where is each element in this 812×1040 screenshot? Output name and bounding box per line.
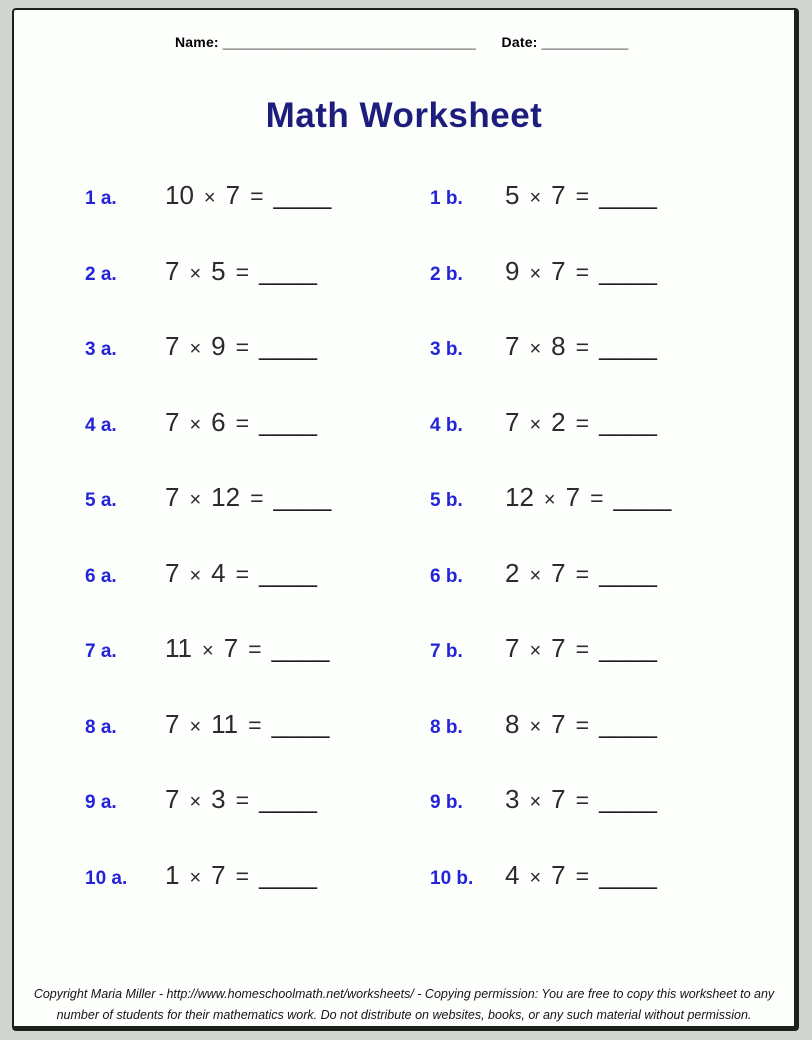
times-sign: × <box>529 791 542 813</box>
equals-sign: = <box>575 560 590 587</box>
problem-expression <box>165 331 430 364</box>
equals-sign: = <box>575 183 590 209</box>
name-line: ___________________________________ <box>222 35 476 50</box>
problem-row <box>14 860 794 936</box>
equals-sign: = <box>575 334 590 360</box>
equals-sign: = <box>248 636 262 662</box>
problem-label: 3 a. <box>85 339 117 360</box>
problem-expression <box>505 331 657 364</box>
factor1: 7 <box>165 331 180 361</box>
factor1: 2 <box>505 557 520 588</box>
problem-row <box>14 256 794 332</box>
problem-expression <box>165 709 430 742</box>
times-sign: × <box>189 489 202 511</box>
times-sign: × <box>189 791 202 813</box>
problem-label: 6 a. <box>85 565 117 587</box>
answer-blank: ____ <box>273 180 332 210</box>
problem-row <box>14 482 794 558</box>
answer-blank: ____ <box>259 255 317 286</box>
factor2: 7 <box>223 633 239 663</box>
date-line: ____________ <box>541 35 629 50</box>
answer-blank: ____ <box>273 482 332 512</box>
factor1: 3 <box>505 784 520 814</box>
equals-sign: = <box>575 409 590 436</box>
factor2: 7 <box>211 859 226 890</box>
answer-blank: ____ <box>599 557 657 588</box>
problem-label: 2 b. <box>430 263 463 285</box>
equals-sign: = <box>235 787 250 813</box>
problem-label: 8 a. <box>85 716 117 738</box>
factor1: 10 <box>165 180 194 210</box>
problem-expression <box>165 180 430 213</box>
problem-expression <box>505 482 671 515</box>
times-sign: × <box>189 866 202 889</box>
equals-sign: = <box>248 711 262 738</box>
factor2: 7 <box>551 557 566 588</box>
equals-sign: = <box>575 711 590 738</box>
problem-expression <box>165 407 430 440</box>
problem-expression <box>505 709 657 742</box>
times-sign: × <box>189 338 202 360</box>
answer-blank: ____ <box>599 255 657 286</box>
answer-blank: ____ <box>599 633 657 663</box>
equals-sign: = <box>575 787 590 813</box>
problem-label: 1 a. <box>85 188 117 209</box>
factor1: 8 <box>505 708 520 739</box>
problem-row <box>14 407 794 483</box>
equals-sign: = <box>235 560 250 587</box>
times-sign: × <box>529 262 542 285</box>
page-title: Math Worksheet <box>265 96 543 135</box>
problem-label: 10 b. <box>430 867 474 889</box>
answer-blank: ____ <box>599 708 657 739</box>
equals-sign: = <box>250 485 264 511</box>
answer-blank: ____ <box>271 708 330 739</box>
problem-expression <box>505 784 657 817</box>
problem-row <box>14 331 794 407</box>
problem-expression <box>165 558 430 591</box>
factor2: 7 <box>551 784 566 814</box>
answer-blank: ____ <box>599 859 657 890</box>
factor1: 7 <box>505 406 520 437</box>
factor1: 7 <box>165 784 180 814</box>
factor2: 12 <box>211 482 241 512</box>
answer-blank: ____ <box>599 784 657 814</box>
problem-row <box>14 784 794 860</box>
answer-blank: ____ <box>599 180 657 210</box>
problem-list <box>14 180 794 935</box>
times-sign: × <box>529 413 542 436</box>
answer-blank: ____ <box>599 406 657 437</box>
times-sign: × <box>543 489 556 511</box>
equals-sign: = <box>575 862 590 889</box>
answer-blank: ____ <box>259 406 317 437</box>
times-sign: × <box>529 338 542 360</box>
problem-row <box>14 709 794 785</box>
answer-blank: ____ <box>259 859 317 890</box>
problem-label: 8 b. <box>430 716 463 738</box>
answer-blank: ____ <box>259 557 317 588</box>
problem-row <box>14 558 794 634</box>
equals-sign: = <box>575 636 590 662</box>
problem-label: 5 b. <box>430 490 463 511</box>
factor2: 7 <box>551 859 566 890</box>
equals-sign: = <box>250 183 264 209</box>
times-sign: × <box>529 715 542 738</box>
factor1: 7 <box>165 406 180 437</box>
factor2: 11 <box>211 708 239 739</box>
problem-expression <box>165 482 430 515</box>
problem-expression <box>505 407 657 440</box>
problem-label: 4 a. <box>85 414 117 436</box>
problem-label: 4 b. <box>430 414 463 436</box>
factor2: 9 <box>211 331 226 361</box>
factor1: 7 <box>165 482 180 512</box>
problem-expression <box>505 180 657 213</box>
problem-label: 6 b. <box>430 565 463 587</box>
factor1: 7 <box>505 331 520 361</box>
problem-label: 7 b. <box>430 641 463 662</box>
problem-label: 9 a. <box>85 792 117 813</box>
problem-row <box>14 180 794 256</box>
factor1: 7 <box>165 557 180 588</box>
problem-expression <box>165 256 430 289</box>
answer-blank: ____ <box>259 784 317 814</box>
factor1: 9 <box>505 255 520 286</box>
answer-blank: ____ <box>599 331 657 361</box>
factor2: 7 <box>551 180 566 210</box>
factor2: 3 <box>211 784 226 814</box>
problem-label: 10 a. <box>85 867 128 889</box>
factor2: 6 <box>211 406 226 437</box>
equals-sign: = <box>235 409 250 436</box>
factor2: 7 <box>551 255 566 286</box>
answer-blank: ____ <box>613 482 672 512</box>
factor1: 7 <box>165 255 180 286</box>
problem-expression <box>165 784 430 817</box>
problem-label: 1 b. <box>430 188 463 209</box>
problem-expression <box>505 860 657 893</box>
copyright-line-2: number of students for their mathematics work. Do not distribute on websites, books, or any such material without permission. <box>56 1008 752 1022</box>
answer-blank: ____ <box>271 633 330 663</box>
problem-row <box>14 633 794 709</box>
equals-sign: = <box>575 258 590 285</box>
factor1: 7 <box>165 708 180 739</box>
times-sign: × <box>203 187 216 209</box>
times-sign: × <box>529 640 542 662</box>
equals-sign: = <box>235 258 250 285</box>
problem-label: 2 a. <box>85 263 117 285</box>
times-sign: × <box>529 866 542 889</box>
equals-sign: = <box>235 334 250 360</box>
factor2: 7 <box>551 708 566 739</box>
factor1: 1 <box>165 859 180 890</box>
factor2: 7 <box>225 180 241 210</box>
times-sign: × <box>189 413 202 436</box>
problem-label: 9 b. <box>430 792 463 813</box>
problem-expression <box>505 633 657 666</box>
name-date-header <box>175 34 628 50</box>
factor1: 11 <box>165 633 192 663</box>
copyright-line-1: Copyright Maria Miller - http://www.homeschoolmath.net/worksheets/ - Copying permission: You are free to copy this worksheet to any <box>33 987 775 1001</box>
factor2: 5 <box>211 255 226 286</box>
factor2: 8 <box>551 331 566 361</box>
equals-sign: = <box>235 862 250 889</box>
factor2: 7 <box>551 633 566 663</box>
problem-expression <box>165 633 430 666</box>
times-sign: × <box>189 262 202 285</box>
factor1: 12 <box>505 482 534 512</box>
problem-expression <box>505 558 657 591</box>
times-sign: × <box>189 564 202 587</box>
equals-sign: = <box>590 485 604 511</box>
worksheet-page <box>12 8 799 1031</box>
copyright-footer <box>14 984 794 1026</box>
problem-label: 7 a. <box>85 641 117 662</box>
factor1: 7 <box>505 633 520 663</box>
answer-blank: ____ <box>259 331 317 361</box>
factor2: 7 <box>565 482 581 512</box>
times-sign: × <box>189 715 202 738</box>
factor2: 4 <box>211 557 226 588</box>
date-label: Date: <box>501 34 538 50</box>
problem-expression <box>165 860 430 893</box>
factor1: 4 <box>505 859 520 890</box>
times-sign: × <box>202 640 214 662</box>
factor1: 5 <box>505 180 520 210</box>
name-label: Name: <box>175 34 219 50</box>
times-sign: × <box>529 187 542 209</box>
problem-label: 5 a. <box>85 490 117 511</box>
factor2: 2 <box>551 406 566 437</box>
problem-expression <box>505 256 657 289</box>
times-sign: × <box>529 564 542 587</box>
problem-label: 3 b. <box>430 339 463 360</box>
